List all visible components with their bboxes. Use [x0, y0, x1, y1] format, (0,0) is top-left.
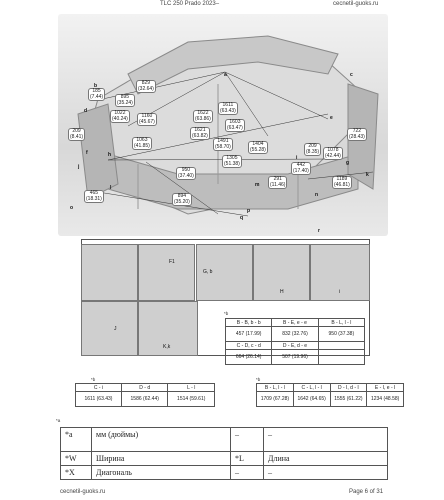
dimension-callout: 950 (37.40) [178, 167, 194, 179]
point-label: o [70, 205, 74, 211]
detail-view: J [81, 301, 138, 356]
table-marker: *b [224, 311, 229, 316]
dimension-callout: 1621 (63.82) [192, 127, 208, 139]
page-number: Page 6 of 31 [349, 489, 384, 495]
dimension-callout: 1611 (63.43) [220, 102, 236, 114]
dimension-callout: 1603 (63.47) [227, 119, 243, 131]
detail-view [81, 244, 138, 301]
dimension-callout: 1063 (41.85) [134, 137, 150, 149]
dimension-table: C - i D - d L - l 1611 (63.43) 1586 (62.44) 1514 (59.61) [75, 383, 215, 407]
detail-view: G, b [196, 244, 253, 301]
point-label: c [350, 72, 353, 78]
dimension-callout: 209 (8.35) [306, 143, 320, 155]
header-site: cecnetil-guoks.ru [333, 1, 379, 7]
note-marker: *a [56, 418, 61, 423]
dimension-callout: 185 (7.44) [90, 88, 104, 100]
document-title: TLC 250 Prado 2023– [160, 1, 220, 7]
dimension-callout: 1078 (42.44) [325, 147, 341, 159]
dimension-callout: 442 (17.40) [293, 162, 309, 174]
point-label: f [86, 150, 88, 156]
point-label: q [240, 215, 244, 221]
dimension-callout: 829 (32.64) [138, 80, 154, 92]
detail-view: i [310, 244, 370, 301]
dimension-callout: 722 (28.43) [349, 128, 365, 140]
detail-view: H [253, 244, 310, 301]
dimension-callout: 465 (18.31) [86, 190, 102, 202]
footer-site: cecnetil-guoks.ru [60, 489, 106, 495]
dimension-callout: 1305 (51.38) [224, 155, 240, 167]
table-marker: *b [256, 377, 261, 382]
point-label: d [84, 108, 88, 114]
point-label: i [296, 155, 298, 161]
point-label: m [255, 182, 260, 188]
legend-table: *a мм (дюймы) – – *W Ширина *L Длина *X Диагональ – – [60, 427, 388, 480]
point-label: a [224, 72, 227, 78]
detail-view: F1 [138, 244, 195, 301]
dimension-callout: 209 (8.41) [70, 128, 84, 140]
dimension-callout: 1160 (45.67) [139, 113, 155, 125]
point-label: h [108, 152, 112, 158]
point-label: j [78, 164, 80, 170]
dimension-callout: 1404 (55.28) [250, 141, 266, 153]
detail-view: K,k [138, 301, 198, 356]
frame-illustration [58, 14, 388, 236]
point-label: k [366, 172, 369, 178]
dimension-callout: 1189 (46.81) [334, 176, 350, 188]
dimension-callout: 894 (35.20) [174, 193, 190, 205]
dimension-callout: 1022 (40.24) [112, 110, 128, 122]
dimension-table: B - B, b - b B - E, e - e B - L, l - l 457 (17.99) 832 (32.76) 950 (37.38) C - D, c - d D - E, d - e 664 (26.14) 507 (19.96) [225, 318, 365, 365]
point-label: n [315, 192, 319, 198]
point-label: b [94, 83, 98, 89]
dimension-callout: 895 (35.24) [117, 94, 133, 106]
point-label: e [330, 115, 333, 121]
point-label: l [110, 185, 112, 191]
dimension-callout: 291 (11.46) [270, 176, 286, 188]
table-marker: *b [91, 377, 96, 382]
dimension-callout: 1491 (58.70) [215, 138, 231, 150]
dimension-table: B - L, l - l C - L, l - l D - I, d - I E - I, e - I 1709 (67.28) 1642 (64.65) 1555 (61.22) 1234 (48.58) [256, 383, 404, 407]
point-label: r [318, 228, 320, 234]
point-label: g [346, 160, 350, 166]
dimension-callout: 1622 (63.86) [195, 110, 211, 122]
body-dimensions-figure [58, 14, 388, 236]
point-label: p [247, 208, 251, 214]
